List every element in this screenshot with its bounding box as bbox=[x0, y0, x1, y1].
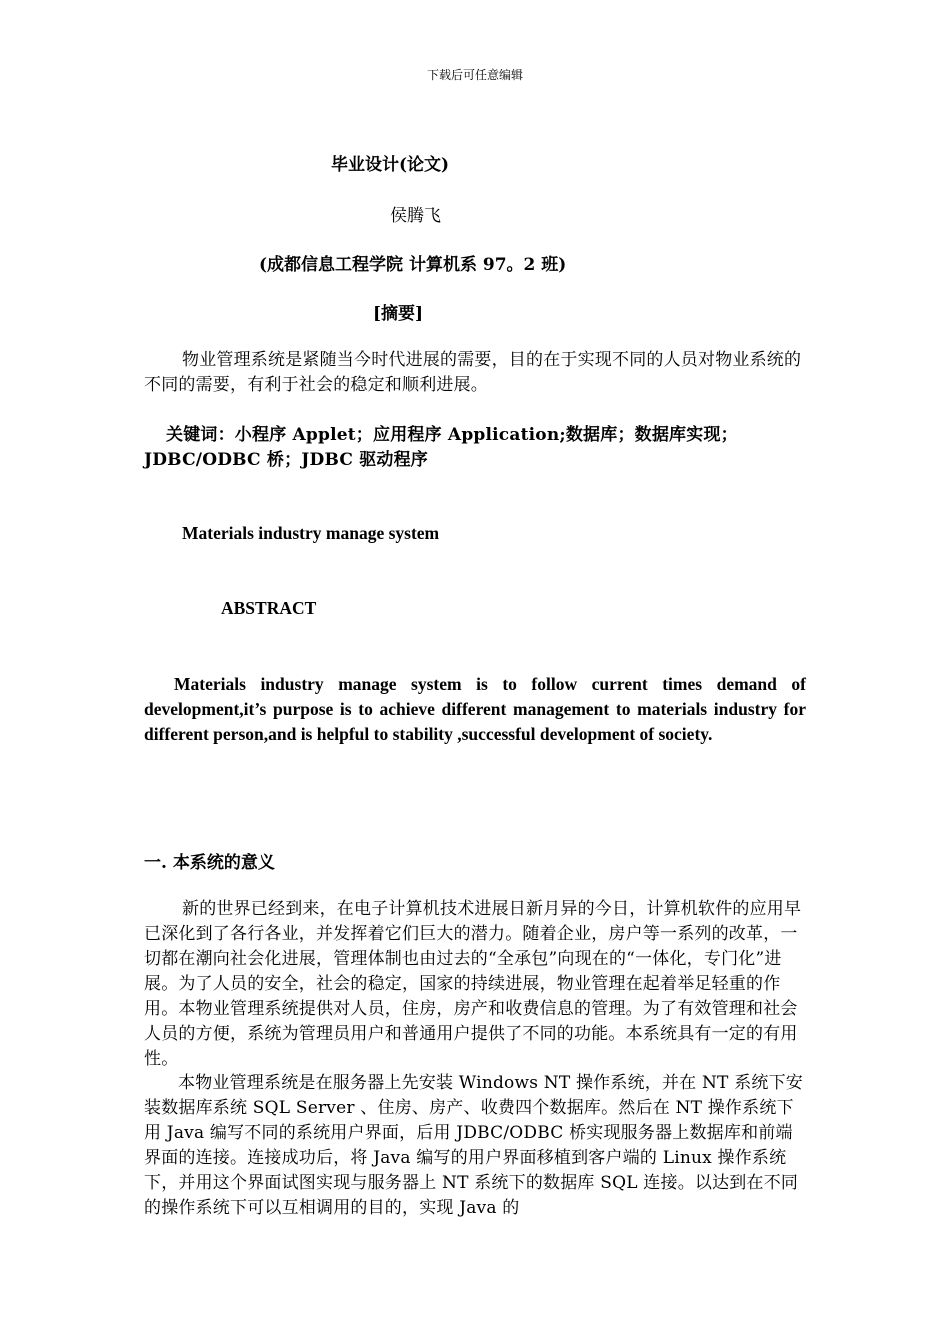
abstract-heading: [摘要] bbox=[373, 304, 424, 324]
section-heading: 一. 本系统的意义 bbox=[144, 853, 275, 873]
english-abstract-heading: ABSTRACT bbox=[221, 598, 317, 618]
english-abstract: Materials industry manage system is to follow current times demand of development,it’s purpose is to achieve different management to materials industry for different person,and is helpful to stability ,successful development of society. bbox=[144, 674, 806, 744]
keywords: 关键词：小程序 Applet；应用程序 Application;数据库；数据库实现；JDBC/ODBC 桥；JDBC 驱动程序 bbox=[144, 425, 738, 470]
author-name: 侯腾飞 bbox=[390, 206, 441, 226]
thesis-title: 毕业设计(论文) bbox=[331, 155, 450, 175]
section-paragraph-1: 新的世界已经到来，在电子计算机技术进展日新月异的今日，计算机软件的应用早已深化到了各行各业，并发挥着它们巨大的潜力。随着企业，房户等一系列的改革，一切都在潮向社会化进展，管理体制也由过去的“全承包”向现在的“一体化，专门化”进展。为了人员的安全，社会的稳定，国家的持续进展，物业管理在起着举足轻重的作用。本物业管理系统提供对人员，住房，房产和收费信息的管理。为了有效管理和社会人员的方便，系统为管理员用户和普通用户提供了不同的功能。本系统具有一定的有用性。 bbox=[144, 899, 802, 1069]
affiliation: (成都信息工程学院 计算机系 97。2 班) bbox=[259, 255, 567, 275]
abstract-chinese: 物业管理系统是紧随当今时代进展的需要，目的在于实现不同的人员对物业系统的不同的需要，有利于社会的稳定和顺利进展。 bbox=[144, 350, 802, 395]
page-header: 下载后可任意编辑 bbox=[426, 68, 523, 82]
section-paragraph-2: 本物业管理系统是在服务器上先安装 Windows NT 操作系统，并在 NT 系统下安装数据库系统 SQL Server 、住房、房产、收费四个数据库。然后在 NT 操作系统下用 Java 编写不同的系统用户界面，后用 JDBC/ODBC 桥实现服务器上数据库和前端界面的连接。连接成功后，将 Java 编写的用户界面移植到客户端的 Linux 操作系统下，并用这个界面试图实现与服务器上 NT 系统下的数据库 SQL 连接。以达到在不同的操作系统下可以互相调用的目的，实现 Java 的 bbox=[144, 1073, 803, 1218]
english-title: Materials industry manage system bbox=[182, 523, 440, 543]
